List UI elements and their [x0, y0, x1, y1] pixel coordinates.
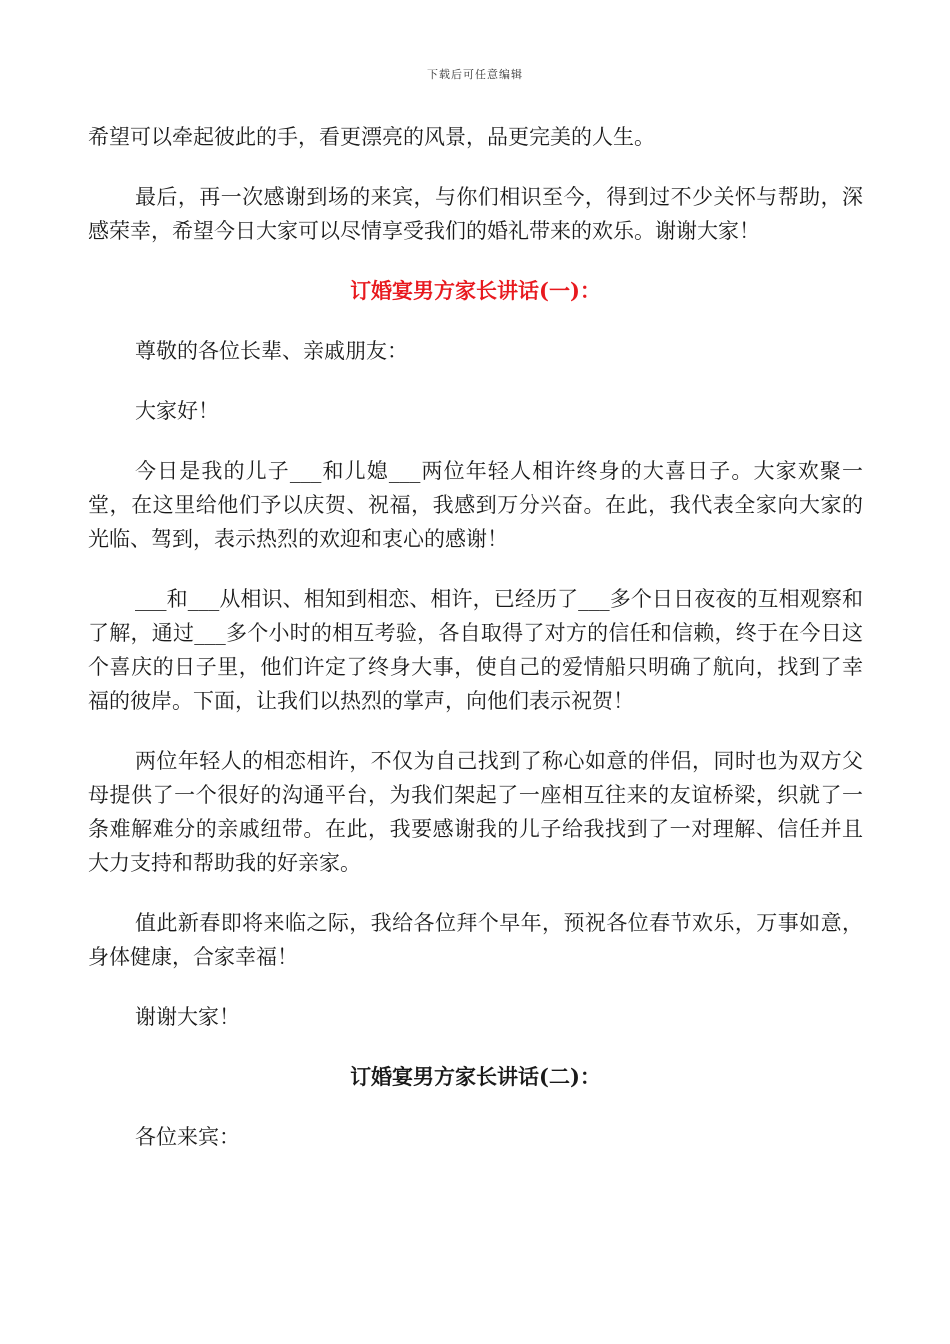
paragraph-family-bond: 两位年轻人的相恋相许，不仅为自己找到了称心如意的伴侣，同时也为双方父母提供了一个很好的沟通平台，为我们架起了一座相互往来的友谊桥梁，织就了一条难解难分的亲戚纽带。在此，我要感谢我的儿子给我找到了一对理解、信任并且大力支持和帮助我的好亲家。: [88, 749, 863, 875]
paragraph-new-year-wish: 值此新春即将来临之际，我给各位拜个早年，预祝各位春节欢乐，万事如意，身体健康，合家幸福！: [88, 911, 863, 969]
section-heading-2: 订婚宴男方家长讲话(二)：: [350, 1064, 601, 1089]
paragraph-couple-story: ___和___从相识、相知到相恋、相许，已经历了___多个日日夜夜的互相观察和了解，通过___多个小时的相互考验，各自取得了对方的信任和信赖，终于在今日这个喜庆的日子里，他们许定了终身大事，使自己的爱情船只明确了航向，找到了幸福的彼岸。下面，让我们以热烈的掌声，向他们表示祝贺！: [88, 587, 863, 713]
paragraph-salutation: 尊敬的各位长辈、亲戚朋友：: [135, 339, 408, 363]
paragraph-thanks: 谢谢大家！: [135, 1005, 240, 1029]
section-heading-1: 订婚宴男方家长讲话(一)：: [350, 278, 601, 303]
paragraph-occasion: 今日是我的儿子___和儿媳___两位年轻人相许终身的大喜日子。大家欢聚一堂，在这里给他们予以庆贺、祝福，我感到万分兴奋。在此，我代表全家向大家的光临、驾到，表示热烈的欢迎和衷心的感谢！: [88, 459, 863, 551]
paragraph-closing-wish: 希望可以牵起彼此的手，看更漂亮的风景，品更完美的人生。: [88, 125, 655, 149]
paragraph-guests-salutation: 各位来宾：: [135, 1125, 240, 1149]
paragraph-final-thanks: 最后，再一次感谢到场的来宾，与你们相识至今，得到过不少关怀与帮助，深感荣幸，希望今日大家可以尽情享受我们的婚礼带来的欢乐。谢谢大家！: [88, 185, 863, 243]
header-note: 下载后可任意编辑: [427, 68, 523, 81]
paragraph-greeting: 大家好！: [135, 399, 219, 423]
document-body: [88, 120, 863, 1180]
